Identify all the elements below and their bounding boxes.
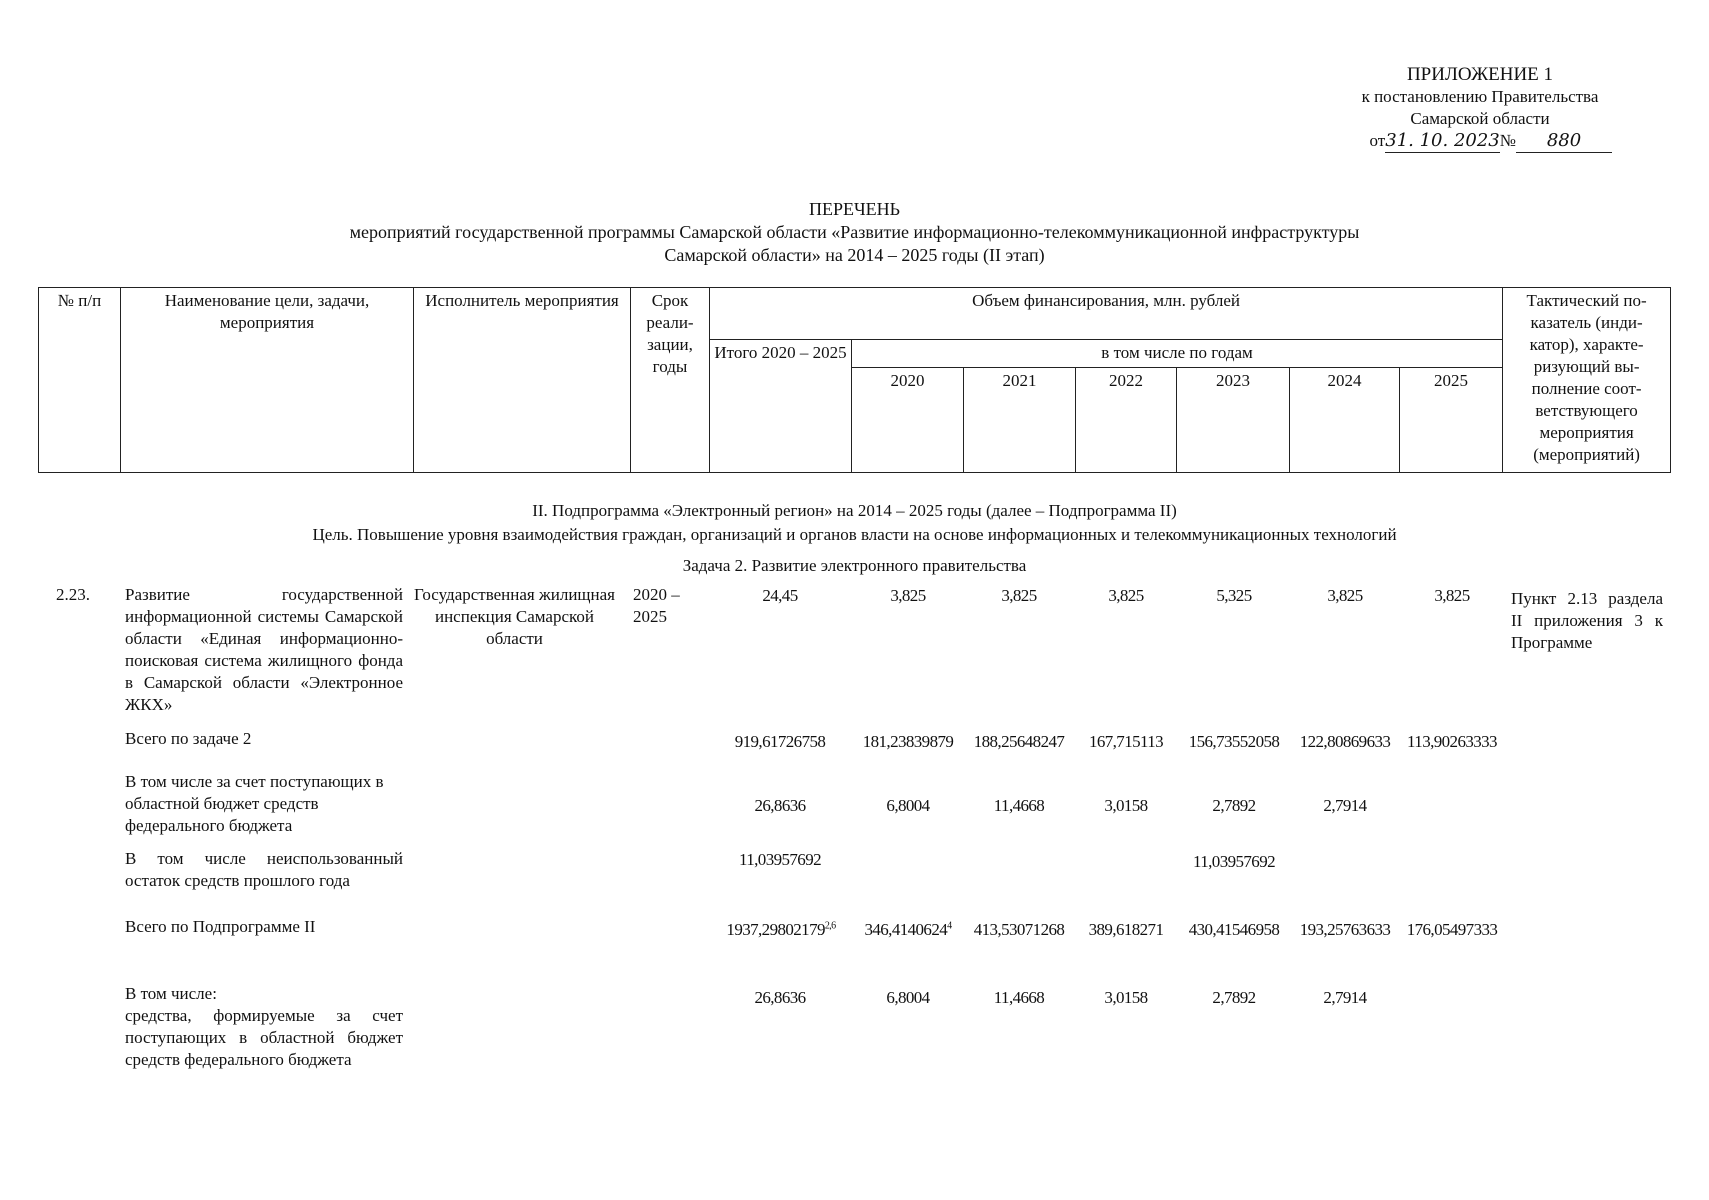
federal-2021: 11,4668 bbox=[993, 796, 1045, 815]
row-2-23-total: 24,45 bbox=[762, 586, 798, 605]
title-line2: мероприятий государственной программы Самарской области «Развитие информационно-телекоммуникационной инфраструктуры bbox=[349, 222, 1360, 242]
task-total-2020: 181,23839879 bbox=[862, 732, 954, 751]
task-total-2021: 188,25648247 bbox=[973, 732, 1065, 751]
row-2-23-2020: 3,825 bbox=[890, 586, 926, 605]
goal-heading: Цель. Повышение уровня взаимодействия граждан, организаций и органов власти на основе информационных и телекоммуникационных технологий bbox=[312, 525, 1397, 544]
unused-total: 11,03957692 bbox=[738, 850, 822, 869]
header-year-2024: 2024 bbox=[1290, 368, 1400, 473]
header-year-2021: 2021 bbox=[964, 368, 1076, 473]
federal-2022: 3,0158 bbox=[1104, 796, 1148, 815]
incl-2022: 3,0158 bbox=[1104, 988, 1148, 1007]
subprogram-total-sum: 1937,29802179$^{2,6}$ bbox=[726, 920, 836, 939]
incl-total: 26,8636 bbox=[754, 988, 806, 1007]
row-2-23-num: 2.23. bbox=[56, 585, 90, 604]
document-title bbox=[0, 198, 1709, 267]
row-2-23-2023: 5,325 bbox=[1216, 586, 1252, 605]
header-year-2020: 2020 bbox=[852, 368, 964, 473]
task-total-sum: 919,61726758 bbox=[734, 732, 826, 751]
task-total-2023: 156,73552058 bbox=[1188, 732, 1280, 751]
incl-2020: 6,8004 bbox=[886, 988, 930, 1007]
incl-2021: 11,4668 bbox=[993, 988, 1045, 1007]
incl-2023: 2,7892 bbox=[1212, 988, 1256, 1007]
subprogram-total-2025: 176,05497333 bbox=[1406, 920, 1498, 939]
annex-number: 880 bbox=[1516, 130, 1612, 153]
annex-dateline bbox=[1300, 130, 1660, 153]
row-2-23-term: 2020 – 2025 bbox=[633, 585, 680, 626]
subprogram-total-2022: 389,618271 bbox=[1088, 920, 1164, 939]
header-executor: Исполнитель мероприятия bbox=[414, 288, 631, 473]
annex-title: ПРИЛОЖЕНИЕ 1 bbox=[1406, 64, 1554, 85]
row-2-23-2022: 3,825 bbox=[1108, 586, 1144, 605]
title-line3: Самарской области» на 2014 – 2025 годы (II этап) bbox=[664, 245, 1045, 265]
annex-block bbox=[1300, 64, 1660, 153]
subprogram-total-2023: 430,41546958 bbox=[1188, 920, 1280, 939]
federal-2024: 2,7914 bbox=[1323, 796, 1367, 815]
row-2-23-2024: 3,825 bbox=[1327, 586, 1363, 605]
header-funding: Объем финансирования, млн. рублей bbox=[710, 288, 1503, 340]
subprogram-heading: II. Подпрограмма «Электронный регион» на 2014 – 2025 годы (далее – Подпрограмма II) bbox=[532, 501, 1177, 520]
task-total-2022: 167,715113 bbox=[1088, 732, 1164, 751]
header-name: Наименование цели, задачи, мероприятия bbox=[121, 288, 414, 473]
row-2-23-indicator: Пункт 2.13 раздела II приложения 3 к Программе bbox=[1511, 589, 1663, 652]
row-2-23-name: Развитие государственной информационной системы Самарской области «Единая информационно-поисковая система жилищного фонда в Самарской области «Электронное ЖКХ» bbox=[125, 585, 403, 714]
annex-line2: к постановлению Правительства bbox=[1361, 87, 1599, 106]
annex-line3: Самарской области bbox=[1410, 109, 1550, 128]
from-label: от bbox=[1369, 131, 1386, 150]
subprogram-total-2020: 346,4140624$^4$ bbox=[864, 920, 952, 939]
task-total-2025: 113,90263333 bbox=[1407, 732, 1497, 751]
incl-federal-label: средства, формируемые за счет поступающих в областной бюджет средств федерального бюджета bbox=[125, 1006, 403, 1069]
task-total-2024: 122,80869633 bbox=[1299, 732, 1391, 751]
task-total-label: Всего по задаче 2 bbox=[125, 729, 252, 748]
federal-2020: 6,8004 bbox=[886, 796, 930, 815]
federal-2023: 2,7892 bbox=[1212, 796, 1256, 815]
header-year-2022: 2022 bbox=[1076, 368, 1177, 473]
unused-2023: 11,03957692 bbox=[1192, 852, 1276, 871]
header-term: Срок реали-зации, годы bbox=[631, 288, 710, 473]
row-2-23-2025: 3,825 bbox=[1434, 586, 1470, 605]
header-year-2025: 2025 bbox=[1400, 368, 1503, 473]
title-line1: ПЕРЕЧЕНЬ bbox=[808, 199, 901, 219]
header-year-2023: 2023 bbox=[1177, 368, 1290, 473]
incl-label: В том числе: bbox=[125, 984, 217, 1003]
subprogram-total-2024: 193,25763633 bbox=[1299, 920, 1391, 939]
task-heading: Задача 2. Развитие электронного правительства bbox=[682, 556, 1027, 575]
subprogram-total-2021: 413,53071268 bbox=[973, 920, 1065, 939]
header-by-years: в том числе по годам bbox=[852, 340, 1503, 368]
header-total: Итого 2020 – 2025 bbox=[710, 340, 852, 473]
incl-2024: 2,7914 bbox=[1323, 988, 1367, 1007]
federal-total: 26,8636 bbox=[754, 796, 806, 815]
header-num: № п/п bbox=[39, 288, 121, 473]
federal-label: В том числе за счет поступающих в областной бюджет средств федерального бюджета bbox=[125, 772, 384, 835]
table-header bbox=[38, 287, 1671, 473]
number-label: № bbox=[1499, 131, 1516, 150]
row-2-23-executor: Государственная жилищная инспекция Самарской области bbox=[414, 585, 615, 648]
annex-date: 31. 10. 2023 bbox=[1385, 130, 1500, 151]
unused-label: В том числе неиспользованный остаток средств прошлого года bbox=[125, 849, 403, 890]
subprogram-total-label: Всего по Подпрограмме II bbox=[125, 917, 316, 936]
row-2-23-2021: 3,825 bbox=[1001, 586, 1037, 605]
header-indicator: Тактический по-казатель (инди-катор), характе-ризующий вы-полнение соот-ветствующего мероприятия (мероприятий) bbox=[1503, 288, 1671, 473]
